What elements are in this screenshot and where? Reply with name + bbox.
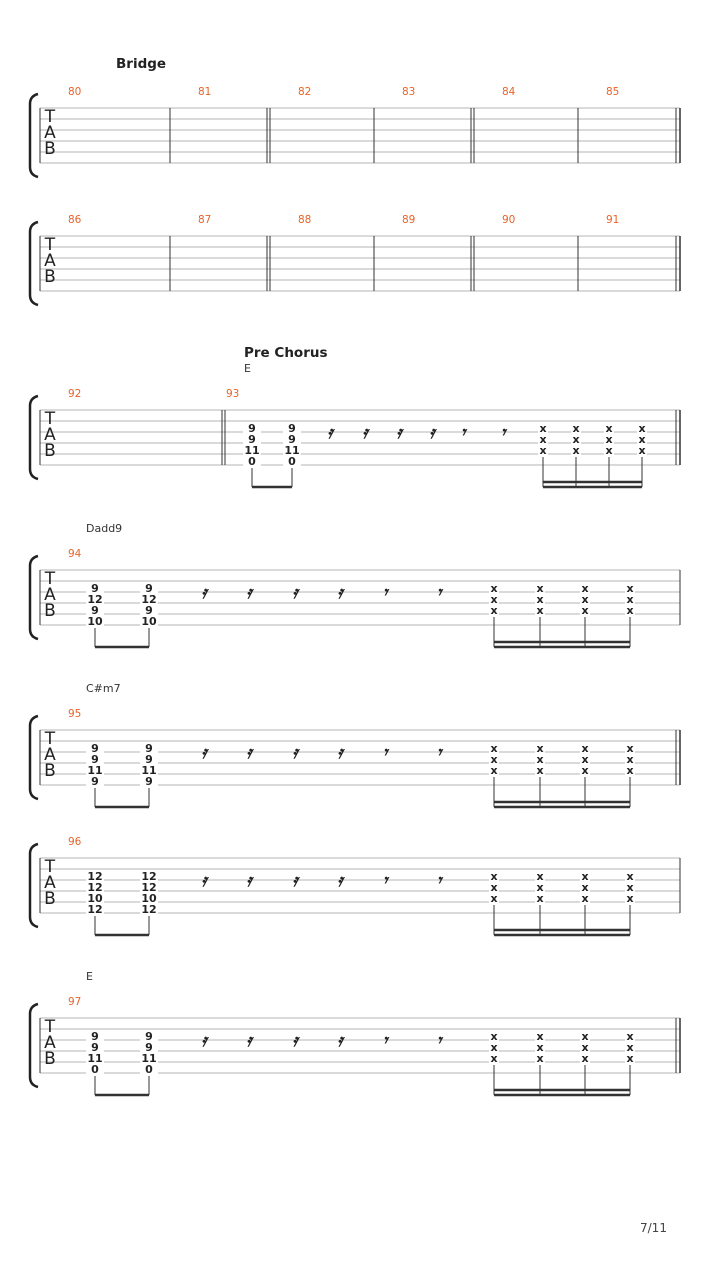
measure-number: 86 [68,214,82,226]
fret-number: 9 [91,1041,99,1054]
tab-clef-letter: B [44,441,56,461]
chord-name: E [86,970,93,983]
rest-symbol: 𝄾 [382,743,388,763]
fret-number: 12 [141,870,157,883]
section-label: Pre Chorus [244,345,328,361]
fret-number: 12 [141,593,157,606]
muted-note: x [490,1030,498,1043]
measure-number: 85 [606,86,620,98]
rest-symbol: 𝄾 [436,583,442,603]
fret-number: 11 [87,1052,103,1065]
muted-note: x [581,1052,589,1065]
measure-number: 90 [502,214,516,226]
rest-symbol: 𝄿 [201,583,207,603]
rest-symbol: 𝄿 [292,583,298,603]
muted-note: x [581,1041,589,1054]
fret-number: 11 [244,444,260,457]
measure-number: 91 [606,214,620,226]
tab-clef-letter: B [44,267,56,287]
fret-number: 9 [145,582,153,595]
tab-clef-letter: T [44,107,56,127]
muted-note: x [536,742,544,755]
tab-clef-letter: B [44,1049,56,1069]
rest-symbol: 𝄿 [337,743,343,763]
fret-number: 0 [145,1063,153,1076]
muted-note: x [626,1030,634,1043]
fret-number: 12 [87,903,103,916]
tab-clef-letter: A [44,585,56,605]
rest-symbol: 𝄿 [327,423,333,443]
muted-note: x [581,881,589,894]
tab-clef-letter: T [44,409,56,429]
muted-note: x [581,582,589,595]
rest-symbol: 𝄿 [246,871,252,891]
rest-symbol: 𝄿 [292,743,298,763]
system-bracket [30,556,38,639]
fret-number: 11 [87,764,103,777]
measure-number: 81 [198,86,212,98]
rest-symbol: 𝄿 [201,743,207,763]
fret-number: 12 [87,870,103,883]
rest-symbol: 𝄿 [246,1031,252,1051]
tab-clef-letter: A [44,745,56,765]
tab-clef-letter: T [44,729,56,749]
muted-note: x [490,764,498,777]
muted-note: x [536,593,544,606]
rest-symbol: 𝄿 [201,871,207,891]
tab-clef-letter: A [44,123,56,143]
fret-number: 9 [145,1030,153,1043]
measure-number: 89 [402,214,416,226]
muted-note: x [490,1041,498,1054]
measure-number: 87 [198,214,212,226]
rest-symbol: 𝄿 [201,1031,207,1051]
fret-number: 9 [248,422,256,435]
muted-note: x [490,870,498,883]
rest-symbol: 𝄿 [246,583,252,603]
rest-symbol: 𝄾 [436,871,442,891]
tab-clef-letter: T [44,235,56,255]
tab-clef-letter: T [44,569,56,589]
muted-note: x [581,604,589,617]
fret-number: 9 [91,775,99,788]
fret-number: 10 [87,892,103,905]
muted-note: x [539,444,547,457]
rest-symbol: 𝄾 [460,423,466,443]
muted-note: x [626,881,634,894]
rest-symbol: 𝄾 [436,1031,442,1051]
measure-number: 83 [402,86,416,98]
fret-number: 9 [91,742,99,755]
tab-clef-letter: T [44,1017,56,1037]
chord-name: E [244,362,251,375]
page-number: 7/11 [640,1221,667,1235]
muted-note: x [638,444,646,457]
fret-number: 9 [145,753,153,766]
fret-number: 12 [87,593,103,606]
rest-symbol: 𝄾 [436,743,442,763]
tab-clef-letter: T [44,857,56,877]
fret-number: 9 [91,753,99,766]
rest-symbol: 𝄿 [396,423,402,443]
system-bracket [30,222,38,305]
system-bracket [30,94,38,177]
muted-note: x [572,422,580,435]
muted-note: x [626,593,634,606]
tab-clef-letter: B [44,889,56,909]
muted-note: x [536,1041,544,1054]
rest-symbol: 𝄾 [382,583,388,603]
muted-note: x [490,582,498,595]
muted-note: x [581,742,589,755]
system-bracket [30,716,38,799]
muted-note: x [490,753,498,766]
fret-number: 0 [248,455,256,468]
rest-symbol: 𝄿 [292,1031,298,1051]
muted-note: x [572,433,580,446]
measure-number: 92 [68,388,82,400]
muted-note: x [581,892,589,905]
muted-note: x [626,764,634,777]
fret-number: 11 [284,444,300,457]
fret-number: 0 [288,455,296,468]
muted-note: x [626,742,634,755]
muted-note: x [536,881,544,894]
muted-note: x [638,422,646,435]
rest-symbol: 𝄾 [382,871,388,891]
fret-number: 9 [288,433,296,446]
muted-note: x [536,892,544,905]
muted-note: x [539,433,547,446]
fret-number: 12 [87,881,103,894]
measure-number: 93 [226,388,240,400]
rest-symbol: 𝄾 [382,1031,388,1051]
fret-number: 10 [141,615,157,628]
fret-number: 12 [141,903,157,916]
muted-note: x [490,1052,498,1065]
muted-note: x [490,593,498,606]
tab-clef-letter: B [44,761,56,781]
tab-clef-letter: A [44,1033,56,1053]
chord-name: C#m7 [86,682,121,695]
rest-symbol: 𝄿 [429,423,435,443]
section-label: Bridge [116,56,167,72]
fret-number: 10 [141,892,157,905]
chord-name: Dadd9 [86,522,123,535]
muted-note: x [605,422,613,435]
fret-number: 11 [141,1052,157,1065]
muted-note: x [490,892,498,905]
muted-note: x [536,764,544,777]
fret-number: 9 [145,742,153,755]
measure-number: 94 [68,548,82,560]
fret-number: 9 [248,433,256,446]
rest-symbol: 𝄿 [292,871,298,891]
muted-note: x [490,881,498,894]
muted-note: x [626,1041,634,1054]
system-bracket [30,1004,38,1087]
fret-number: 9 [145,604,153,617]
rest-symbol: 𝄿 [337,871,343,891]
muted-note: x [626,753,634,766]
muted-note: x [490,742,498,755]
measure-number: 84 [502,86,516,98]
muted-note: x [581,593,589,606]
fret-number: 9 [91,582,99,595]
rest-symbol: 𝄿 [362,423,368,443]
tab-clef-letter: A [44,251,56,271]
muted-note: x [605,444,613,457]
muted-note: x [638,433,646,446]
muted-note: x [572,444,580,457]
muted-note: x [536,582,544,595]
tab-clef-letter: B [44,601,56,621]
muted-note: x [626,870,634,883]
muted-note: x [581,870,589,883]
rest-symbol: 𝄿 [337,583,343,603]
measure-number: 97 [68,996,82,1008]
system-bracket [30,396,38,479]
fret-number: 10 [87,615,103,628]
fret-number: 9 [91,1030,99,1043]
muted-note: x [536,753,544,766]
fret-number: 11 [141,764,157,777]
fret-number: 9 [91,604,99,617]
system-bracket [30,844,38,927]
muted-note: x [539,422,547,435]
muted-note: x [536,870,544,883]
tab-clef-letter: A [44,425,56,445]
rest-symbol: 𝄾 [500,423,506,443]
fret-number: 0 [91,1063,99,1076]
muted-note: x [581,753,589,766]
fret-number: 12 [141,881,157,894]
fret-number: 9 [145,1041,153,1054]
measure-number: 80 [68,86,82,98]
muted-note: x [605,433,613,446]
muted-note: x [581,1030,589,1043]
measure-number: 95 [68,708,82,720]
muted-note: x [626,604,634,617]
muted-note: x [536,604,544,617]
measure-number: 88 [298,214,312,226]
fret-number: 9 [145,775,153,788]
muted-note: x [626,582,634,595]
fret-number: 9 [288,422,296,435]
muted-note: x [490,604,498,617]
measure-number: 96 [68,836,82,848]
measure-number: 82 [298,86,312,98]
muted-note: x [626,892,634,905]
tab-clef-letter: B [44,139,56,159]
muted-note: x [626,1052,634,1065]
muted-note: x [536,1030,544,1043]
tab-clef-letter: A [44,873,56,893]
rest-symbol: 𝄿 [246,743,252,763]
muted-note: x [581,764,589,777]
muted-note: x [536,1052,544,1065]
rest-symbol: 𝄿 [337,1031,343,1051]
